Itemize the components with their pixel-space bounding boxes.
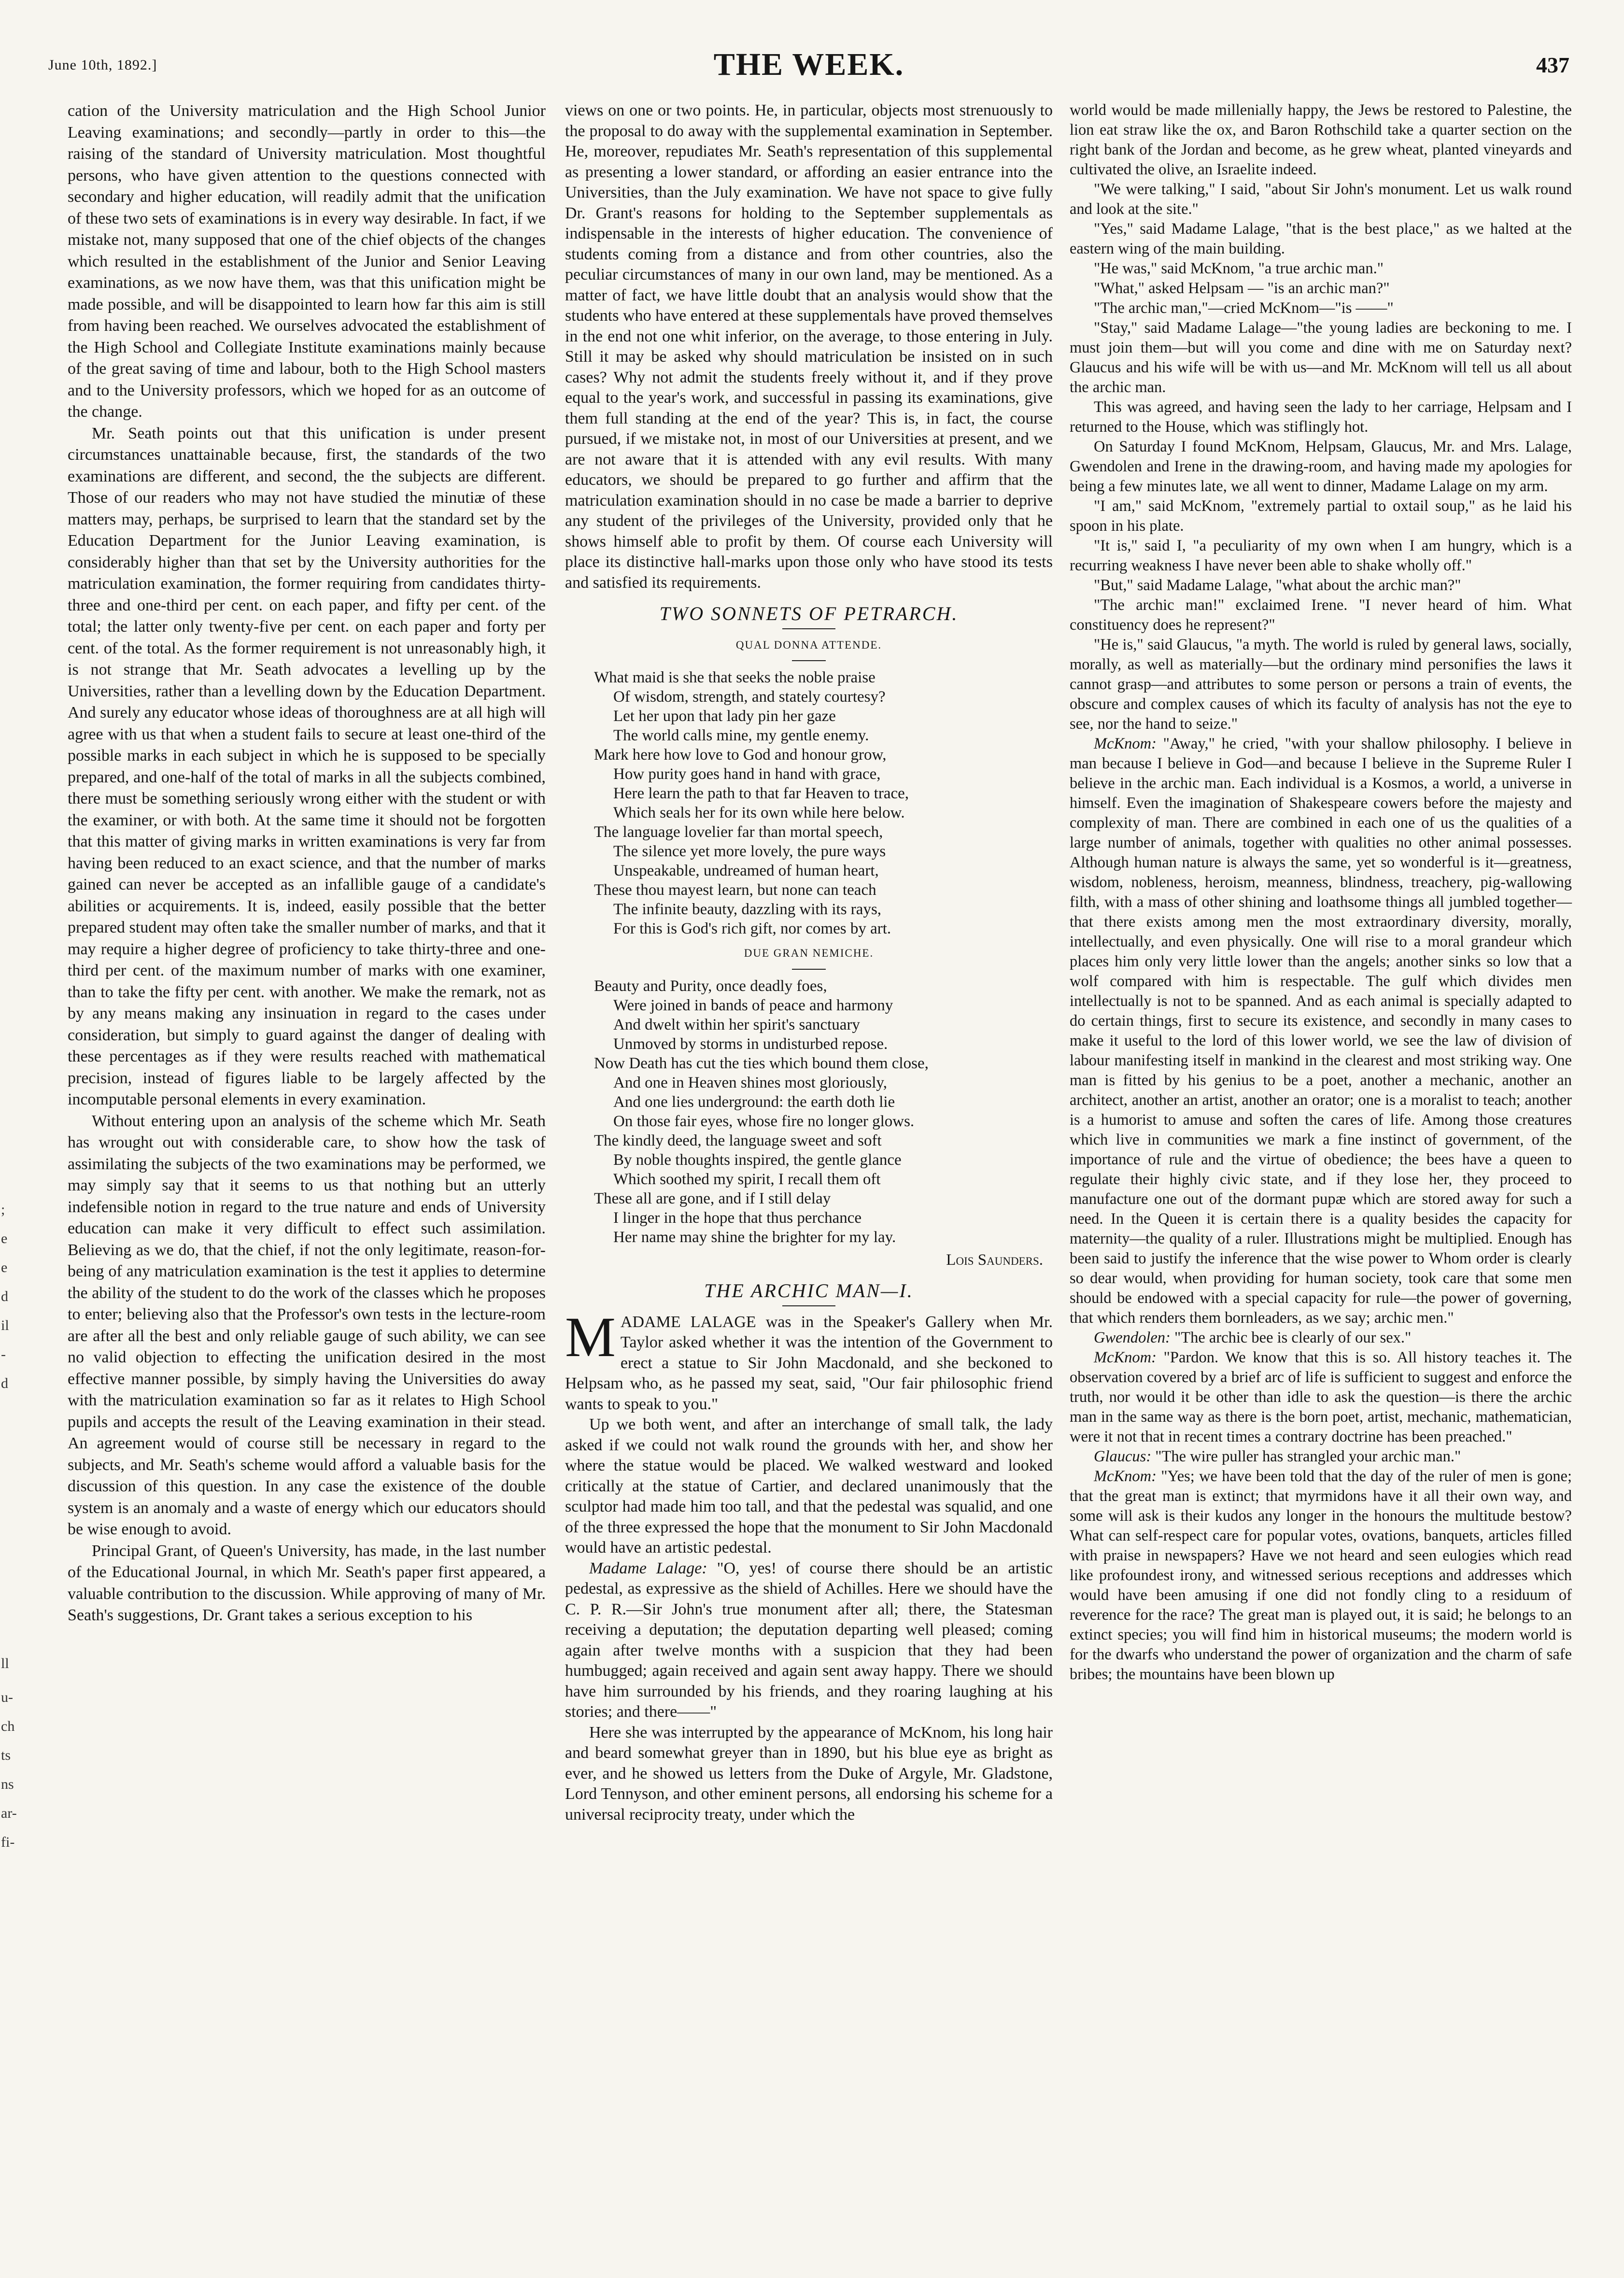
poem-line: Which soothed my spirit, I recall them oft — [613, 1170, 881, 1188]
paragraph-text: "What," asked Helpsam — "is an archic man?" — [1094, 280, 1390, 297]
poem-line: These thou mayest learn, but none can teach — [594, 881, 876, 899]
archic-paragraph — [1070, 219, 1572, 259]
paragraph-text: "I am," said McKnom, "extremely partial to oxtail soup," as he laid his spoon in his plate. — [1070, 497, 1572, 535]
poem-line: Which seals her for its own while here below. — [613, 804, 905, 821]
paragraph-text: "Yes," said Madame Lalage, "that is the best place," as we halted at the eastern wing of the main building. — [1070, 220, 1572, 257]
poem-line: The language lovelier far than mortal speech, — [594, 823, 883, 841]
col1-paragraph: cation of the University matriculation and the High School Junior Leaving examinations; and secondly—partly in order to this—the raising of the standard of University matriculation. Most thoughtful persons, who have given attention to the questions connected with secondary and higher education, will readily admit that the unification of these two sets of examinations is in every way desirable. In fact, if we mistake not, many supposed that one of the chief objects of the changes which resulted in the establishment of the Junior and Senior Leaving examinations, as we now have them, was that this unification might be made possible, and will be disappointed to learn how far this aim is still from having been reached. We ourselves advocated the establishment of the High School and Collegiate Institute examinations mainly because of the great saving of time and labour, both to the High School masters and to the University professors, which we hoped for as an outcome of the change. — [68, 102, 546, 421]
archic-paragraph — [1070, 1467, 1572, 1684]
paragraph-text: "The archic bee is clearly of our sex." — [1170, 1329, 1412, 1346]
poem-line: Now Death has cut the ties which bound them close, — [594, 1054, 929, 1072]
paragraph-text: "Stay," said Madame Lalage—"the young ladies are beckoning to me. I must join them—but will you come and dine with me on Saturday next? Glaucus and his wife will be with us—and Mr. McKnom will tell us all about the archic man. — [1070, 319, 1572, 396]
paragraph-text: "We were talking," I said, "about Sir John's monument. Let us walk round and look at the site." — [1070, 181, 1572, 218]
title-rule — [782, 1305, 835, 1306]
poem-line: Were joined in bands of peace and harmony — [613, 996, 893, 1014]
edge-fragment: d — [1, 1375, 8, 1391]
paragraph-text: "He is," said Glaucus, "a myth. The world is ruled by general laws, socially, morally, as well as materially—but the ordinary mind personifies the laws it cannot grasp—and attributes to some person or persons a train of events, the obscure and complex causes of which its faculty of analysis has not the eye to see, nor the hand to seize." — [1070, 636, 1572, 733]
poem-line: The silence yet more lovely, the pure ways — [613, 843, 886, 860]
paragraph-text: "The wire puller has strangled your archic man." — [1151, 1448, 1461, 1465]
poem-line: For this is God's rich gift, nor comes by art. — [613, 920, 891, 937]
col1-paragraph: Mr. Seath points out that this unification is under present circumstances unattainable because, first, the standards of the two examinations are different, and second, the the subjects are different. Those of our readers who may not have studied the minutiæ of these matters may, perhaps, be surprised to learn that the standard set by the Education Department for the Junior Leaving examination, is considerably higher than that set by the University authorities for the matriculation examination, the former requiring from candidates thirty-three and one-third per cent. on each paper, and fifty per cent. of the total; the latter only twenty-five per cent. on each paper and forty per cent. of the total. As the former requirement is not unreasonably high, it is not strange that Mr. Seath advocates a levelling up by the Universities, rather than a levelling down by the Education Department. And surely any educator whose ideas of thoroughness are at all high will agree with us that when a student fails to secure at least one-third of the possible marks in each subject in which he is supposed to be specially prepared, and one-half of the total of marks in all the subjects combined, there must be something seriously wrong either with the student or with the examiner, or with both. At the same time it should not be forgotten that this matter of giving marks in written examinations is very far from having been reduced to an exact science, and that the number of marks gained can never be accepted as an infallible gauge of a candidate's abilities or acquirements. It is, indeed, easily possible that the better prepared student may often take the smaller number of marks, and that it may require a higher degree of proficiency to take thirty-three and one-third per cent. of the maximum number of marks with one examiner, than to take the fifty per cent. with another. We make the remark, not as by any means making any insinuation in regard to the cases under consideration, but simply to guard against the danger of dealing with these percentages as if they were results reached with mathematical precision, instead of figures liable to be largely affected by the incomputable personal elements in every examination. — [68, 424, 546, 1108]
paragraph-text: "The archic man,"—cried McKnom—"is ——" — [1094, 299, 1394, 317]
sonnet-2 — [594, 976, 1053, 1247]
archic-paragraph — [1070, 1328, 1572, 1348]
archic-paragraph — [1070, 318, 1572, 397]
poem-line: These all are gone, and if I still delay — [594, 1189, 831, 1207]
archic-paragraph — [1070, 397, 1572, 437]
subtitle-rule — [792, 660, 826, 661]
poem-line: By noble thoughts inspired, the gentle glance — [613, 1151, 902, 1169]
archic-paragraph — [1070, 734, 1572, 1328]
sonnets-title: TWO SONNETS OF PETRARCH. — [659, 603, 959, 624]
poem-line: And one lies underground: the earth doth lie — [613, 1093, 895, 1111]
edge-fragment: ns — [1, 1776, 14, 1792]
edge-fragment: d — [1, 1288, 8, 1304]
edge-fragment: ; — [1, 1202, 5, 1217]
archic-paragraph — [1070, 496, 1572, 536]
column-3 — [1070, 100, 1572, 1684]
sonnet-1 — [594, 668, 1053, 938]
column-1 — [68, 100, 546, 1627]
paragraph-text: On Saturday I found McKnom, Helpsam, Glaucus, Mr. and Mrs. Lalage, Gwendolen and Irene in the drawing-room, and having made my apologies for being a few minutes late, we all went to dinner, Madame Lalage on my arm. — [1070, 438, 1572, 495]
archic-paragraph — [1070, 279, 1572, 298]
poem-line: Beauty and Purity, once deadly foes, — [594, 977, 827, 995]
speaker-name: McKnom: — [1094, 735, 1157, 752]
col1-paragraph: Principal Grant, of Queen's University, has made, in the last number of the Educational Journal, in which Mr. Seath's paper first appeared, a valuable contribution to the discussion. While approving of many of Mr. Seath's suggestions, Dr. Grant takes a serious exception to his — [68, 1542, 546, 1624]
paragraph-text: "Yes; we have been told that the day of the ruler of men is gone; that the great man is extinct; that myrmidons have it all their own way, and some will ask is their kudos any longer in the honours the multitude bestow? What can self-respect care for popular votes, ovations, banquets, articles filled with praise in newspapers? Have we not heard and seen eulogies which read like profoundest irony, and witnessed serious receptions and addresses which would have been amusing if one did not fondly cling to a residuum of reverence for the race? The great man is played out, it is said; he belongs to an extinct species; you will find him in historical museums; the modern world is for the dwarfs who understand the power of organization and the charm of safe bribes; the mountains have been blown up — [1070, 1468, 1572, 1683]
paragraph-text: world would be made millenially happy, the Jews be restored to Palestine, the lion eat straw like the ox, and Baron Rothschild take a quarter section on the right bank of the Jordan and become, as he grew wheat, planted vineyards and cultivated the olive, an Israelite indeed. — [1070, 101, 1572, 178]
archic-paragraph — [1070, 1447, 1572, 1467]
edge-fragment: u- — [1, 1689, 13, 1705]
archic-paragraph — [1070, 180, 1572, 219]
poem-line: Mark here how love to God and honour grow, — [594, 746, 887, 764]
page-number: 437 — [1536, 53, 1569, 77]
archic-paragraph — [565, 1723, 1053, 1825]
poem-line: Of wisdom, strength, and stately courtesy? — [613, 688, 886, 706]
edge-fragment: e — [1, 1231, 8, 1246]
paragraph-text: "He was," said McKnom, "a true archic man." — [1094, 260, 1384, 277]
paragraph-text: "It is," said I, "a peculiarity of my own when I am hungry, which is a recurring weakness I have never been able to shake wholly off." — [1070, 537, 1572, 574]
paragraph-text: "O, yes! of course there should be an artistic pedestal, as expressive as the shield of Achilles. Here we should have the C. P. R.—Sir John's true monument after all; there, the Statesman receiving a deputation; the deputation departing well pleased; coming again after twelve months with a suspicion that they had been humbugged; again received and again sent away happy. There we should have him surrounded by his friends, and they roaring laughing at his stories; and there——" — [565, 1559, 1053, 1721]
poem-line: Unspeakable, undreamed of human heart, — [613, 862, 879, 879]
edge-fragment: fi- — [1, 1834, 15, 1850]
archic-col2-paragraphs — [565, 1415, 1053, 1825]
issue-date: June 10th, 1892.] — [48, 57, 157, 73]
paragraph-text: "But," said Madame Lalage, "what about the archic man?" — [1094, 577, 1461, 594]
poem-line: Let her upon that lady pin her gaze — [613, 707, 836, 725]
subtitle-rule — [792, 969, 826, 970]
paragraph-text: "Pardon. We know that this is so. All history teaches it. The observation covered by a brief arc of life is sufficient to suggest and enforce the truth, nor would it be other than idle to ask the question—is there the archic man in the same way as there is the born poet, artist, mechanic, mathematician, were it not that in recent times a contrary doctrine has been preached." — [1070, 1349, 1572, 1445]
sonnet-2-title: DUE GRAN NEMICHE. — [744, 947, 874, 959]
poem-line: And one in Heaven shines most gloriously, — [613, 1074, 888, 1091]
drop-cap: M — [565, 1305, 616, 1369]
col2-intro-paragraph: views on one or two points. He, in particular, objects most strenuously to the proposal to do away with the supplemental examination in September. He, moreover, repudiates Mr. Seath's representation of this supplemental as presenting a lower standard, or affording an easier entrance into the Universities, than the July examination. We have not space to give fully Dr. Grant's reasons for holding to the September supplementals as indispensable in the interests of higher education. The convenience of students coming from a distance and from other countries, also the peculiar circumstances of many in our own land, may be mentioned. As a matter of fact, we have little doubt that an analysis would show that the students who have entered at these supplementals have proved themselves in the end not one whit inferior, on the average, to those entering in July. Still it may be asked why should matriculation be insisted on in such cases? Why not admit the students freely without it, and if they prove equal to the year's work, and successful in passing its examinations, give them full standing at the end of the year? This is, in fact, the course pursued, if we mistake not, in most of our Universities at present, and we are not aware that it is attended with any evil results. With many educators, we should be prepared to go further and affirm that the matriculation examination should in no case be made a barrier to deprive any student of the privileges of the University, provided only that he shows himself able to profit by them. Of course each University will place its distinctive hall-marks upon those only who have stood its tests and satisfied its requirements. — [565, 101, 1053, 592]
archic-paragraph — [1070, 635, 1572, 734]
paragraph-text: Up we both went, and after an interchange of small talk, the lady asked if we could not walk round the grounds with her, and show her where the statue would be placed. We walked westward and looked critically at the statue of Cartier, and declared unanimously that the sculptor had made him too tall, and that the pedestal was squalid, and one of the three expressed the hope that the monument to Sir John Macdonald would have an artistic pedestal. — [565, 1415, 1053, 1556]
speaker-name: McKnom: — [1094, 1349, 1157, 1366]
edge-fragment: - — [1, 1346, 6, 1362]
edge-fragment: ar- — [1, 1805, 17, 1821]
poem-line: Here learn the path to that far Heaven to trace, — [613, 785, 909, 802]
page-header — [48, 42, 1569, 96]
edge-fragment: ch — [1, 1718, 15, 1734]
archic-paragraph — [565, 1558, 1053, 1723]
archic-paragraph — [1070, 1348, 1572, 1447]
poem-line: I linger in the hope that thus perchance — [613, 1209, 862, 1227]
poem-line: Her name may shine the brighter for my lay. — [613, 1228, 896, 1246]
title-rule — [782, 628, 835, 629]
poem-line: The kindly deed, the language sweet and soft — [594, 1132, 882, 1149]
col1-paragraph: Without entering upon an analysis of the scheme which Mr. Seath has wrought out with considerable care, to show how the task of assimilating the subjects of the two examinations may be performed, we may simply say that it seems to us that nothing but an utterly indefensible notion in regard to the true nature and ends of University education can make it very difficult to effect such assimilation. Believing as we do, that the chief, if not the only legitimate, reason-for-being of any matriculation examination is the test it applies to determine the ability of the student to do the work of the classes which he proposes to enter; believing also that the Professor's own tests in the lecture-room are after all the best and only reliable gauge of such ability, we can see no valid objection to effecting the unification desired in the most effective manner possible, by simply having the Universities do away with the matriculation examination so far as it relates to High School pupils and accepts the result of the Leaving examination in their stead. An agreement would of course still be necessary in regard to the subjects, and Mr. Seath's scheme would afford a valuable basis for the discussion of this question. In any case the existence of the double system is an anomaly and a waste of energy which our educators should be wise enough to avoid. — [68, 1112, 546, 1538]
edge-fragment: ts — [1, 1747, 11, 1763]
poem-signature: Lois Saunders. — [946, 1251, 1043, 1269]
archic-paragraph — [1070, 437, 1572, 496]
edge-fragment: e — [1, 1259, 8, 1275]
poem-line: Unmoved by storms in undisturbed repose. — [613, 1035, 888, 1053]
masthead-title: THE WEEK. — [713, 47, 904, 82]
speaker-name: Madame Lalage: — [589, 1559, 707, 1577]
archic-paragraph — [1070, 595, 1572, 635]
archic-paragraph — [1070, 298, 1572, 318]
paragraph-text: This was agreed, and having seen the lady to her carriage, Helpsam and I returned to the House, which was stiflingly hot. — [1070, 398, 1572, 436]
archic-man-title: THE ARCHIC MAN—I. — [704, 1280, 914, 1302]
archic-first-paragraph: MADAME LALAGE was in the Speaker's Gallery when Mr. Taylor asked whether it was the intention of the Government to erect a statue to Sir John Macdonald, and she beckoned to Helpsam who, as he passed my seat, said, "Our fair philosophic friend wants to speak to you." — [565, 1305, 1053, 1413]
poem-line: What maid is she that seeks the noble praise — [594, 669, 876, 686]
archic-paragraph — [1070, 576, 1572, 595]
paragraph-text: Here she was interrupted by the appearance of McKnom, his long hair and beard somewhat greyer than in 1890, but his blue eye as bright as ever, and he showed us letters from the Duke of Argyle, Mr. Gladstone, Lord Tennyson, and other eminent persons, all endorsing his scheme for a universal reciprocity treaty, under which the — [565, 1723, 1053, 1824]
poem-line: The infinite beauty, dazzling with its rays, — [613, 901, 882, 918]
archic-paragraph — [565, 1415, 1053, 1558]
archic-paragraph — [1070, 100, 1572, 180]
sonnet-1-title: QUAL DONNA ATTENDE. — [735, 638, 882, 651]
edge-fragment: ll — [1, 1655, 9, 1671]
paragraph-text: "The archic man!" exclaimed Irene. "I never heard of him. What constituency does he represent?" — [1070, 596, 1572, 634]
speaker-name: Glaucus: — [1094, 1448, 1152, 1465]
column-2 — [565, 100, 1053, 1825]
archic-paragraph — [1070, 259, 1572, 279]
poem-line: On those fair eyes, whose fire no longer glows. — [613, 1112, 915, 1130]
archic-paragraph — [1070, 536, 1572, 576]
poem-line: And dwelt within her spirit's sanctuary — [613, 1016, 860, 1033]
poem-line: How purity goes hand in hand with grace, — [613, 765, 881, 783]
paragraph-text: "Away," he cried, "with your shallow philosophy. I believe in man because I believe in God—and because I believe in the Supreme Ruler I believe in the archic man. Each individual is a Kosmos, a world, a universe in himself. Even the imagination of Shakespeare cowers before the majesty and complexity of man. There are combined in each one of us the qualities of a large number of animals, together with qualities no other animal possesses. Although human nature is always the same, yet so wonderful is it—greatness, wisdom, nobleness, heroism, meanness, blindness, treachery, pig-wallowing filth, with a mass of other shining and loathsome things all jumbled together—that there exists among men the most extraordinary diversity, morally, intellectually, and even physically. One will rise to a moral grandeur which places him only very little lower than the angels; another sinks so low that a wolf compared with him is respectable. The gulf which divides men intellectually is not to be spanned. And as each animal is specially adapted to do certain things, first to secure its existence, and secondly in many cases to make it useful to the lord of this lower world, we see the law of division of labour manifesting itself in mankind in the clearest and most striking way. One man is fitted by his genius to be a poet, another a mechanic, another an architect, another an artist, another an orator; one is a moralist to teach; another is a humorist to amuse and soften the cares of life. Among those creatures which live in communities we mark a fine instinct of government, of the importance of rule and the virtue of obedience; the bees have a queen to regulate their highly civic state, and if they lose her, they proceed to manufacture one out of the dormant pupæ which are stored away for such a need. In the Queen it is certain there is a quality besides the capacity for maternity—the quality of a ruler. Illustrations might be multiplied. Enough has been said to justify the inference that the wise power to Whom order is clearly so dear would, when providing for human society, took care that some men should be endowed with a special capacity for rule—the power of governing, that which renders them bornleaders, as we say; archic men." — [1070, 735, 1572, 1327]
poem-line: The world calls mine, my gentle enemy. — [613, 727, 869, 744]
speaker-name: Gwendolen: — [1094, 1329, 1171, 1346]
edge-fragment: il — [1, 1317, 9, 1333]
speaker-name: McKnom: — [1094, 1468, 1157, 1485]
